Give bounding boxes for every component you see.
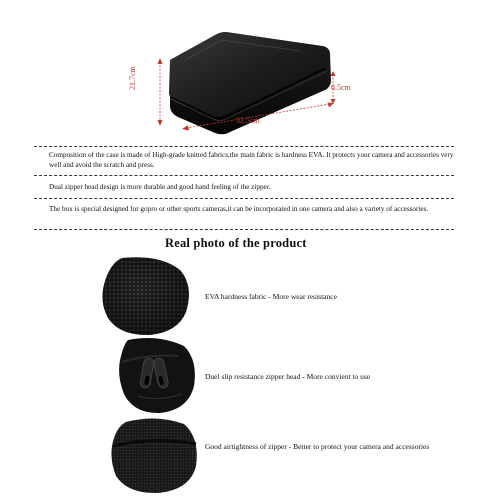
dimension-depth-label: 6.5cm	[331, 83, 351, 92]
feature-airtight-zipper: Good airtightness of zipper - Better to protect your camera and accessories	[205, 442, 430, 451]
description-gopro: The box is special designed for gopro or other sports cameras,it can be incorporated in one camera and also a variety of accessories.	[49, 205, 429, 213]
zipper-head-closeup-photo	[118, 336, 198, 419]
description-composition: Composition of the case is made of High-grade knitted fabrics,the main fabric is hardness EVA. It protects your camera and accessories very well and avoid the scratch and press.	[49, 151, 454, 170]
eva-fabric-closeup-photo	[100, 256, 192, 341]
feature-zipper-head: Duel slip resistance zipper head - More convient to use	[205, 372, 371, 381]
dimension-height-label: 21.7cm	[128, 66, 137, 90]
feature-eva-fabric: EVA hardness fabric - More wear resistance	[205, 292, 337, 301]
divider	[34, 229, 454, 230]
dimension-width-label: 32.5cm	[236, 116, 260, 125]
product-hero	[0, 0, 500, 142]
divider	[34, 175, 454, 176]
divider	[34, 198, 454, 199]
divider	[34, 146, 454, 147]
description-zipper: Dual zipper head design is more durable and good hand feeling of the zipper.	[49, 183, 271, 191]
zipper-airtight-closeup-photo	[110, 416, 200, 499]
real-photo-title: Real photo of the product	[165, 236, 307, 250]
